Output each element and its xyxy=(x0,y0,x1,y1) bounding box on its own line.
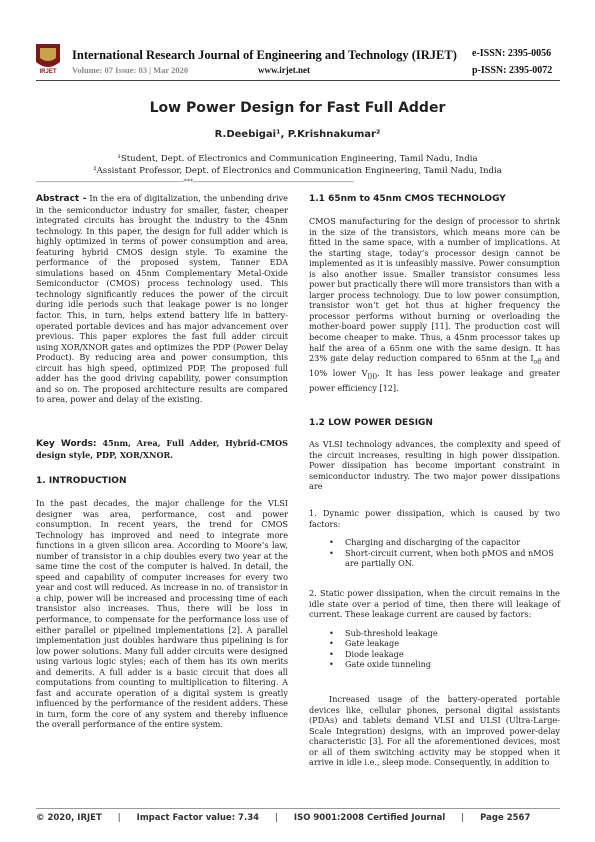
s11-text-b: and 10% lower V xyxy=(309,353,560,379)
keywords-label: Key Words: xyxy=(36,439,97,449)
footer-impact-factor: Impact Factor value: 7.34 xyxy=(136,813,260,823)
e-issn: e-ISSN: 2395-0056 xyxy=(472,48,552,59)
portable-devices-paragraph: Increased usage of the battery-operated portable devices like, cellular phones, personal digital assistants (PDAs) and tablets demand VLSI and ULSI (Ultra-Large-Scale Integration) designs, with an improved power-delay characteristic [3]. For all the aforementioned devices, most or all of them switching activity may be stopped when it arrive in idle i.e., sleep mode. Consequently, in addition to xyxy=(309,694,560,768)
list-item: • Charging and discharging of the capacitor xyxy=(309,537,560,548)
dynamic-power-paragraph: 1. Dynamic power dissipation, which is caused by two factors: xyxy=(309,508,560,529)
footer-copyright: © 2020, IRJET xyxy=(36,813,102,823)
paper-title: Low Power Design for Fast Full Adder xyxy=(149,100,446,116)
header-rule xyxy=(36,80,560,81)
static-power-list xyxy=(309,628,560,670)
low-power-intro: As VLSI technology advances, the complexity and speed of the circuit increases, resulting in high power dissipation. Power dissipation has become important constraint in semiconductor industry. The two major power dissipations are xyxy=(309,439,560,492)
abstract-label: Abstract - xyxy=(36,194,87,204)
footer-rule xyxy=(36,808,560,809)
journal-name: International Research Journal of Engineering and Technology (IRJET) xyxy=(72,48,457,62)
affiliation-2: ²Assistant Professor, Dept. of Electronics and Communication Engineering, Tamil Nadu, India xyxy=(93,166,502,176)
footer-separator: | xyxy=(461,813,465,823)
footer-separator: | xyxy=(275,813,278,823)
footer-separator: | xyxy=(117,813,121,823)
footer-iso: ISO 9001:2008 Certified Journal xyxy=(293,813,446,823)
dynamic-power-list xyxy=(309,537,560,569)
section-heading-introduction: 1. INTRODUCTION xyxy=(36,476,127,486)
section-1-2-text xyxy=(309,439,560,492)
footer-page: Page 2567 xyxy=(480,813,531,823)
static-power-paragraph: 2. Static power dissipation, when the circuit remains in the idle state over a period of time, then there will leakage of current. These leakage current are caused by factors: xyxy=(309,588,560,620)
keywords-text: 45nm, Area, Full Adder, Hybrid-CMOS design style, PDP, XOR/XNOR. xyxy=(36,438,288,460)
logo-text: IRJET xyxy=(39,69,57,75)
authors: R.Deebigai¹, P.Krishnakumar² xyxy=(214,129,381,140)
static-power-block xyxy=(309,588,560,670)
list-item: • Short-circuit current, when both pMOS and nMOS are partially ON. xyxy=(309,548,560,569)
s11-sub-off: off xyxy=(533,358,542,366)
introduction-text xyxy=(36,498,288,730)
dynamic-power-block xyxy=(309,508,560,569)
section-heading-1-2: 1.2 LOW POWER DESIGN xyxy=(309,418,433,428)
s11-text-c: . It has less power leakage and greater power efficiency [12]. xyxy=(309,368,560,394)
p-issn: p-ISSN: 2395-0072 xyxy=(472,65,553,76)
volume-issue: Volume: 07 Issue: 03 | Mar 2020 xyxy=(72,65,189,75)
abstract-text: In the era of digitalization, the unbending drive in the semiconductor industry for smaller, faster, cheaper integrated circuits has brought the industry to the 45nm technology. In this paper, the design for full adder which is highly optimized in terms of power consumption and area, featuring hybrid CMOS design style. To examine the performance of the proposed system, Tanner EDA simulations based on 45nm Complementary Metal-Oxide Semiconductor (CMOS) process technology used. This technology significantly reduces the power of the circuit during idle periods such that leakage power is no longer factor. This, in turn, helps extend battery life in battery-operated portable devices and has major advancement over previous. This paper explores the fast full adder circuit using XOR/XNOR gates and optimizes the PDP (Power Delay Product). By reducing area and power consumption, this circuit has high speed, optimized PDP. The proposed full adder has the good driving capability, power consumption and so on. The proposed architecture results are compared to area, power and delay of the existing. xyxy=(36,193,288,405)
list-item: • Sub-threshold leakage xyxy=(309,628,560,639)
section-heading-1-1: 1.1 65nm to 45nm CMOS TECHNOLOGY xyxy=(309,194,506,204)
s11-sub-dd: DD xyxy=(367,373,378,381)
affiliation-1: ¹Student, Dept. of Electronics and Communication Engineering, Tamil Nadu, India xyxy=(117,154,478,164)
section-1-1-text xyxy=(309,216,560,394)
journal-website: www.irjet.net xyxy=(258,65,310,75)
list-item: • Gate oxide tunneling xyxy=(309,659,560,670)
keywords xyxy=(36,438,288,460)
divider-line: ---------------------------------------------------------------------------***---------------------------------------------------------------------------------- xyxy=(36,178,354,186)
footer xyxy=(36,813,530,823)
list-item: • Diode leakage xyxy=(309,649,560,660)
list-item: • Gate leakage xyxy=(309,638,560,649)
portable-devices-text xyxy=(309,694,560,768)
s11-text-a: CMOS manufacturing for the design of processor to shrink in the size of the transistors, which means more can be fitted in the same space, with a number of implications. At the starting stage, today’s processor design cannot be implemented as it is unfeasibly massive. Power consumption is also another issue. Smaller transistor consumes less power but practically there will more transistors than with a larger process technology. Due to low power consumption, transistor won’t get hot thus at higher frequency the processor performs without burning or overloading the mother-board power supply [11]. The production cost will become cheaper to make. Thus, a 45nm processor takes up half the area of a 65nm one with the same design. It has 23% gate delay reduction compared to 65nm at the I xyxy=(309,216,560,364)
abstract xyxy=(36,193,288,405)
introduction-paragraph: In the past decades, the major challenge for the VLSI designer was area, performance, cost and power consumption. In recent years, the trend for CMOS Technology has improved and need to integrate more functions in a given silicon area. According to Moore’s law, number of transistor in a chip doubles every two year at the same time the cost of the computer is halved. In detail, the speed and capability of computer increases for every two year and cost will reduced. As increase in no. of transistor in a chip, power will be increased and processing time of each transistor also increases. Thus, there will be loss in performance, to compensate for the performance loss use of either parallel or pipelined implementations [2]. A parallel implementation just doubles hardware thus pipelining is for low power solutions. Many full adder circuits were designed using various logic styles; each of them has its own merits and demerits. A full adder is a basic circuit that does all computations from counting to multiplication to filtering. A fast and accurate operation of a digital system is greatly influenced by the performance of the resident adders. These in turn, form the core of any system and thereby influence the overall performance of the entire system. xyxy=(36,498,288,730)
journal-logo xyxy=(34,42,62,76)
